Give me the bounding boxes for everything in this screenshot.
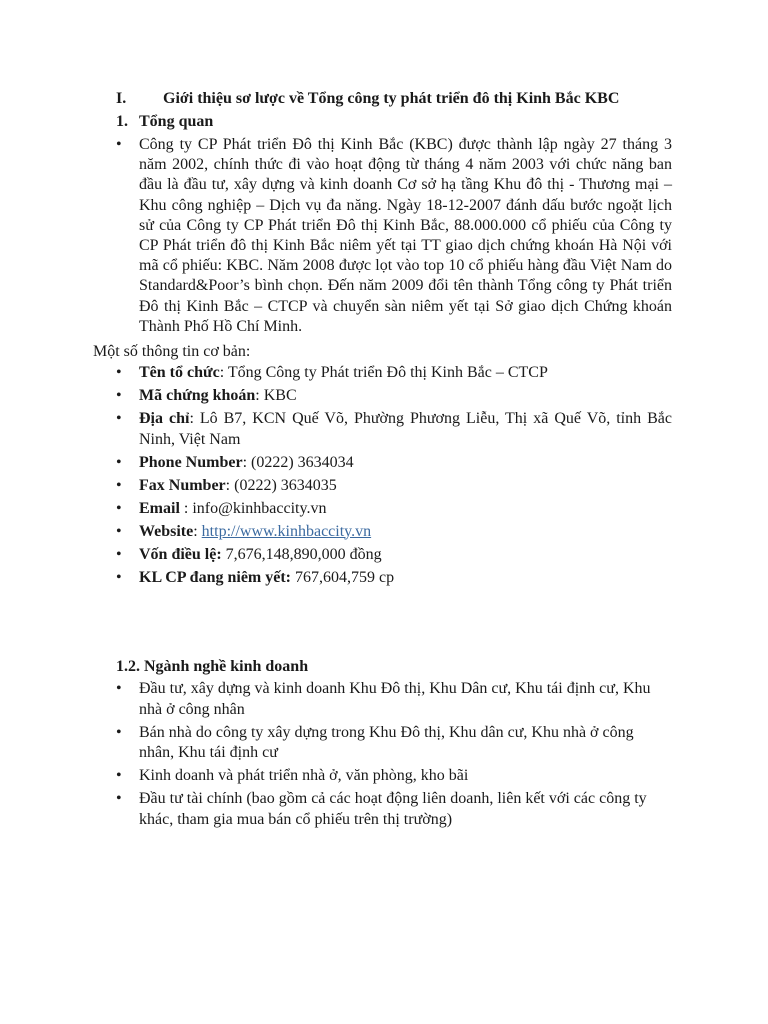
list-item <box>116 568 672 589</box>
bullet-icon: • <box>116 767 122 784</box>
section-title: Giới thiệu sơ lược về Tổng công ty phát triển đô thị Kinh Bắc KBC <box>163 90 620 107</box>
info-value: (0222) 3634035 <box>234 476 337 494</box>
subsection-heading-business: 1.2. Ngành nghề kinh doanh <box>116 658 309 675</box>
info-label: Địa chỉ <box>139 410 190 427</box>
info-value: KBC <box>263 387 297 404</box>
bullet-icon: • <box>116 453 122 471</box>
info-value: Tổng Công ty Phát triển Đô thị Kinh Bắc – CTCP <box>227 364 548 381</box>
bullet-icon: • <box>116 136 122 153</box>
info-label: Fax Number <box>139 476 226 494</box>
bullet-icon: • <box>116 568 122 586</box>
bullet-icon: • <box>116 680 122 697</box>
email-value: info@kinhbaccity.vn <box>192 499 327 517</box>
info-value: 7,676,148,890,000 đồng <box>225 545 382 563</box>
info-separator: : <box>179 499 193 517</box>
list-item <box>116 409 672 450</box>
basic-info-intro: Một số thông tin cơ bản: <box>93 343 251 360</box>
info-label: Mã chứng khoán <box>139 387 256 404</box>
list-item <box>116 499 672 520</box>
business-item-text: Kinh doanh và phát triển nhà ở, văn phòng, kho bãi <box>139 767 469 784</box>
bullet-icon: • <box>116 476 122 494</box>
overview-paragraph: Công ty CP Phát triển Đô thị Kinh Bắc (KBC) được thành lập ngày 27 tháng 3 năm 2002, chính thức đi vào hoạt động từ tháng 4 năm 2003 với chức năng ban đầu là đầu tư, xây dựng và kinh doanh Cơ sở hạ tầng Khu đô thị - Thương mại – Khu công nghiệp – Dịch vụ đa năng. Ngày 18-12-2007 đánh dấu bước ngoặt lịch sử của Công ty CP Phát triển Đô thị Kinh Bắc, 88.000.000 cổ phiếu của Công ty CP Phát triển đô thị Kinh Bắc niêm yết tại TT giao dịch chứng khoán Hà Nội với mã cổ phiếu: KBC. Năm 2008 được lọt vào top 10 cổ phiếu hàng đầu Việt Nam do Standard&Poor’s bình chọn. Đến năm 2009 đổi tên thành Tổng công ty Phát triển Đô thị Kinh Bắc – CTCP và chuyển sàn niêm yết tại Sở giao dịch Chứng khoán Thành Phố Hồ Chí Minh. <box>139 136 672 335</box>
list-item <box>116 723 672 764</box>
list-item <box>116 545 672 566</box>
bullet-icon: • <box>116 790 122 807</box>
list-item <box>116 476 672 497</box>
info-label: Vốn điều lệ: <box>139 545 222 563</box>
bullet-icon: • <box>116 545 122 563</box>
bullet-icon: • <box>116 499 122 517</box>
info-label: Phone Number <box>139 453 243 471</box>
bullet-icon: • <box>116 522 122 540</box>
bullet-icon: • <box>116 723 122 741</box>
info-value: 767,604,759 cp <box>295 568 395 586</box>
business-item-text: Đầu tư tài chính (bao gồm cả các hoạt động liên doanh, liên kết với các công ty khác, tham gia mua bán cổ phiếu trên thị trường) <box>139 790 647 828</box>
list-item <box>116 386 672 407</box>
basic-info-list <box>116 363 672 591</box>
list-item <box>116 679 672 720</box>
info-label: Website <box>139 522 194 540</box>
bullet-icon: • <box>116 387 122 404</box>
info-value: (0222) 3634034 <box>251 453 354 471</box>
website-link[interactable]: http://www.kinhbaccity.vn <box>201 522 372 540</box>
subsection-number: 1. <box>116 113 128 130</box>
info-label: Tên tổ chức <box>139 364 220 381</box>
info-label: Email <box>139 499 180 517</box>
info-value: Lô B7, KCN Quế Võ, Phường Phương Liễu, Thị xã Quế Võ, tỉnh Bắc Ninh, Việt Nam <box>139 410 672 448</box>
info-separator: : <box>193 522 202 540</box>
info-label: KL CP đang niêm yết: <box>139 568 292 586</box>
business-list <box>116 679 672 833</box>
list-item <box>116 363 672 384</box>
overview-paragraph-item <box>116 135 672 337</box>
bullet-icon: • <box>116 410 122 427</box>
business-item-text: Đầu tư, xây dựng và kinh doanh Khu Đô thị, Khu Dân cư, Khu tái định cư, Khu nhà ở công nhân <box>139 680 651 718</box>
info-separator: : <box>219 364 228 381</box>
list-item <box>116 453 672 474</box>
list-item <box>116 522 672 543</box>
bullet-icon: • <box>116 364 122 381</box>
subsection-title: Tổng quan <box>139 113 214 130</box>
subsection-heading-overview <box>116 111 213 133</box>
info-separator: : <box>242 453 252 471</box>
info-separator: : <box>225 476 235 494</box>
list-item <box>116 766 672 787</box>
list-item <box>116 789 672 830</box>
section-number: I. <box>116 90 127 107</box>
section-heading <box>116 88 619 110</box>
business-item-text: Bán nhà do công ty xây dựng trong Khu Đô thị, Khu dân cư, Khu nhà ở công nhân, Khu tái định cư <box>139 723 634 761</box>
info-separator: : <box>189 410 200 427</box>
info-separator: : <box>255 387 264 404</box>
